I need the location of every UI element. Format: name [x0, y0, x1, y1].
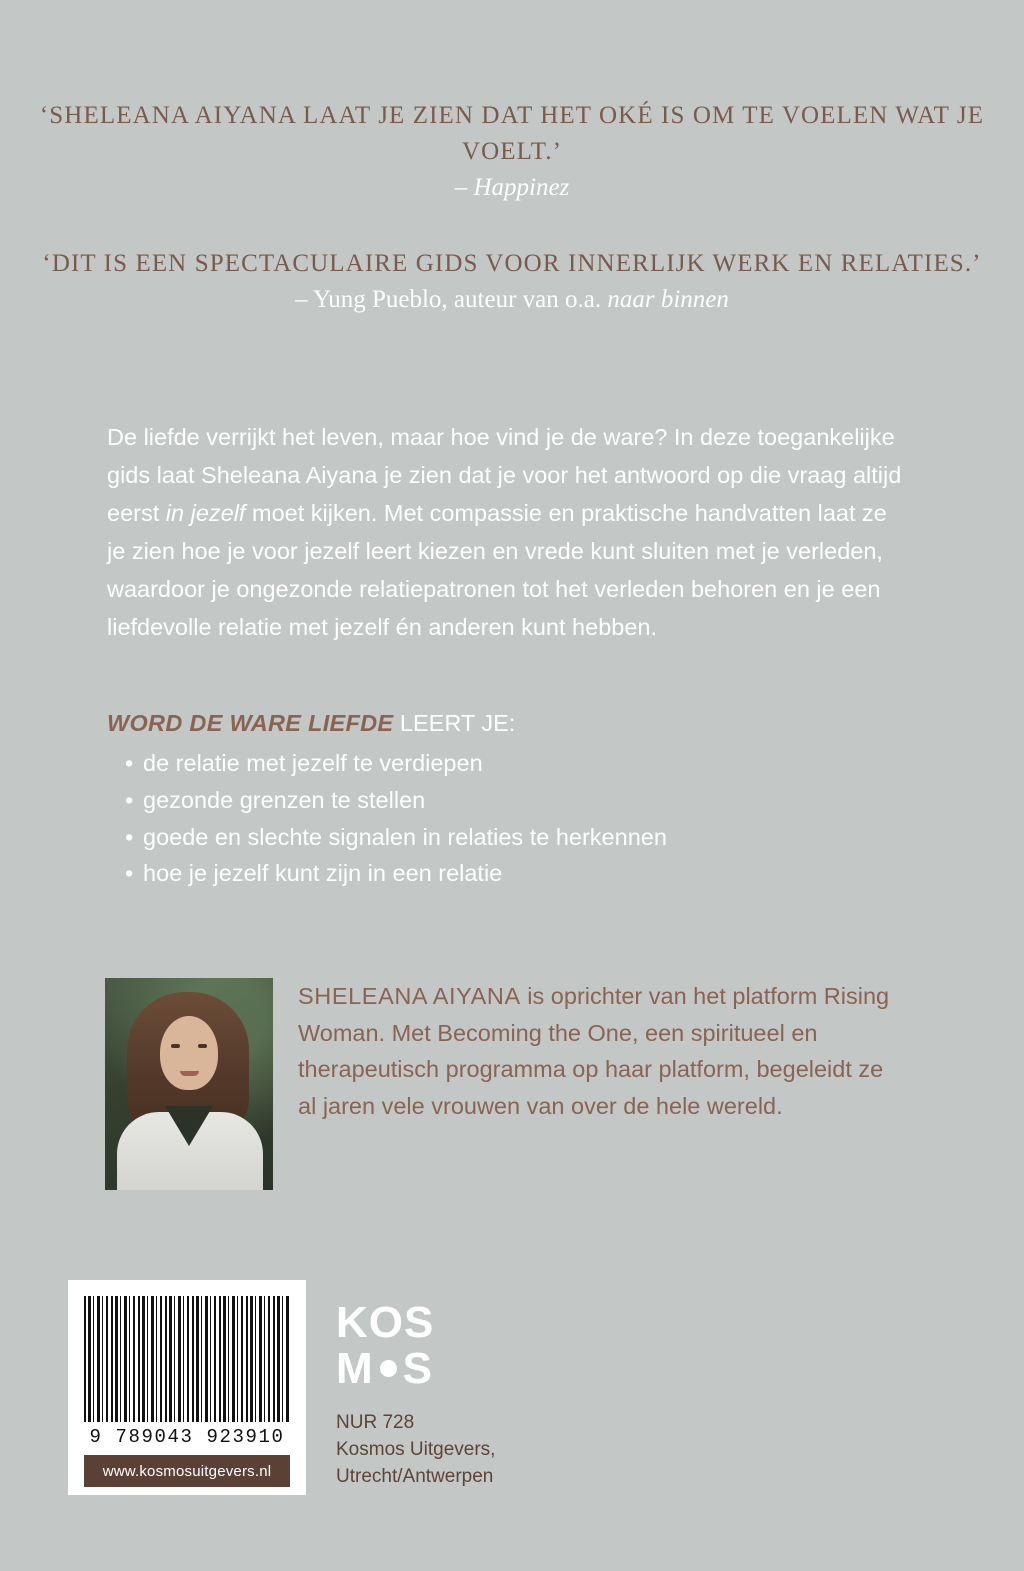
- list-item: • de relatie met jezelf te verdiepen: [143, 745, 907, 782]
- description-text: [107, 418, 907, 646]
- blurb-2-source-prefix: – Yung Pueblo, auteur van o.a.: [295, 286, 608, 313]
- description-paragraph: [107, 418, 907, 646]
- kosmos-logo: [336, 1300, 466, 1400]
- blurb-1-source-prefix: –: [454, 174, 474, 201]
- blurb-1-quote: ‘SHELEANA AIYANA LAAT JE ZIEN DAT HET OKÉ IS OM TE VOELEN WAT JE VOELT.’: [39, 102, 985, 165]
- learn-section: [107, 705, 907, 892]
- publisher-city: Utrecht/Antwerpen: [336, 1465, 494, 1487]
- author-name: SHELEANA AIYANA: [298, 983, 521, 1009]
- logo-line-2-left: M: [336, 1343, 374, 1393]
- avatar: [105, 978, 273, 1190]
- list-item: • hoe je jezelf kunt zijn in een relatie: [143, 855, 907, 892]
- learn-title-rest: LEERT JE:: [393, 710, 516, 736]
- nur-code: NUR 728: [336, 1412, 415, 1433]
- logo-line-1-text: KOS: [336, 1298, 435, 1347]
- blurb-2-source: [0, 282, 1024, 318]
- list-item: • gezonde grenzen te stellen: [143, 782, 907, 819]
- description-part-2: moet kijken. Met compassie en praktische handvatten laat ze je zien hoe je voor jezelf leert kiezen en vrede kunt sluiten met je verleden, waardoor je ongezonde relatiepatronen tot het verleden behoren en je een liefdevolle relatie met jezelf én anderen kunt hebben.: [107, 500, 887, 641]
- logo-line-1: [336, 1300, 466, 1346]
- blurb-2: [0, 246, 1024, 318]
- blurb-1-source-italic: Happinez: [473, 174, 570, 201]
- publisher-website: www.kosmosuitgevers.nl: [84, 1455, 290, 1487]
- blurbs-section: [0, 98, 1024, 348]
- barcode: [68, 1280, 306, 1495]
- blurb-2-quote: ‘DIT IS EEN SPECTACULAIRE GIDS VOOR INNERLIJK WERK EN RELATIES.’: [42, 250, 982, 277]
- portrait-eye-left: [171, 1044, 180, 1048]
- portrait-mouth: [180, 1071, 199, 1076]
- list-item: • goede en slechte signalen in relaties te herkennen: [143, 819, 907, 856]
- portrait-face: [160, 1016, 218, 1090]
- logo-line-2: [336, 1343, 466, 1393]
- description-italic: in jezelf: [165, 500, 246, 527]
- learn-list: [107, 745, 907, 892]
- publisher-name: Kosmos Uitgevers,: [336, 1438, 496, 1460]
- imprint-block: [336, 1410, 495, 1491]
- blurb-1-source: [0, 170, 1024, 206]
- barcode-bars: [84, 1296, 290, 1422]
- portrait-eye-right: [198, 1044, 207, 1048]
- learn-title-highlight: WORD DE WARE LIEFDE: [107, 710, 394, 736]
- logo-dot-icon: [380, 1360, 397, 1377]
- description-part-1: De liefde verrijkt het leven, maar hoe vind je de ware? In deze toegankelijke gids laat Sheleana Aiyana je zien dat je voor het antwoord op die vraag altijd eerst: [107, 424, 902, 527]
- barcode-digits: 9 789043 923910: [89, 1426, 285, 1448]
- author-bio-text: is oprichter van het platform Rising Woman. Met Becoming the One, een spiritueel en therapeutisch programma op haar platform, begeleidt ze al jaren vele vrouwen van over de hele wereld.: [298, 983, 890, 1119]
- blurb-2-source-italic: naar binnen: [607, 286, 729, 313]
- learn-title: [107, 705, 907, 741]
- author-bio: [298, 978, 905, 1125]
- blurb-1: [0, 98, 1024, 206]
- logo-line-2-right: S: [402, 1343, 434, 1393]
- author-section: [105, 978, 905, 1125]
